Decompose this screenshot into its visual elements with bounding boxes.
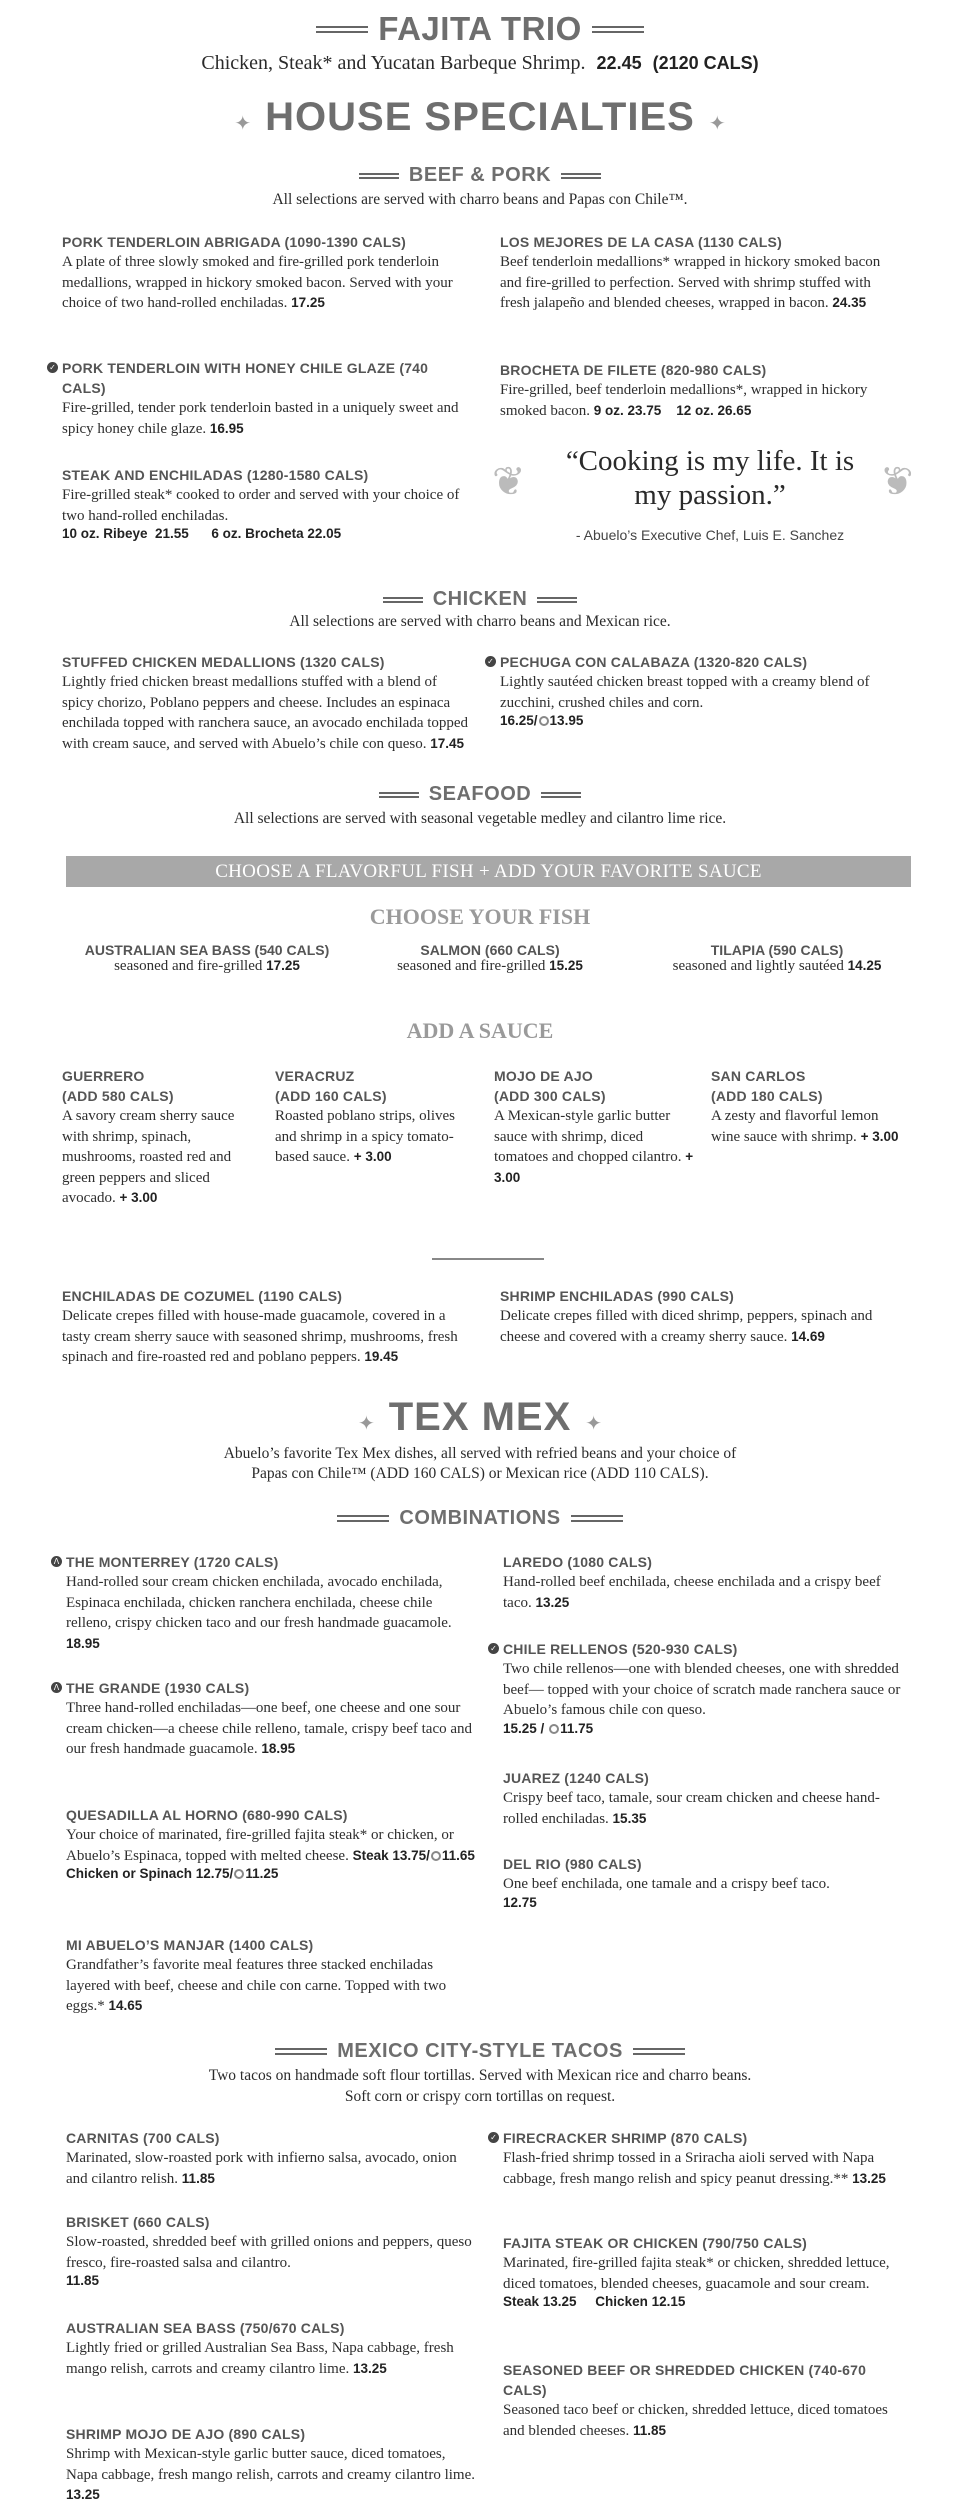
fajita-trio-cals: (2120 CALS) <box>652 53 759 73</box>
double-rule-decoration <box>275 2048 327 2055</box>
item-description: Shrimp with Mexican-style garlic butter sauce, diced tomatoes, Napa cabbage, fresh mango relish, carrots and creamy cilantro lime. <box>66 2446 475 2483</box>
sauce-cals: (ADD 160 CALS) <box>275 1088 387 1104</box>
item-price: 9 oz. 23.75 12 oz. 26.65 <box>593 402 752 418</box>
item-price-lighter: 11.25 <box>245 1866 279 1881</box>
flourish-left-icon: ❦ <box>492 459 526 504</box>
lighter-portion-icon <box>549 1724 559 1734</box>
choose-fish-title: CHOOSE YOUR FISH <box>369 904 591 929</box>
item-price-lighter: 13.95 <box>549 713 584 728</box>
tex-mex-title: TEX MEX <box>388 1395 572 1439</box>
menu-item <box>66 2212 476 2288</box>
fajita-trio-header <box>0 10 960 48</box>
double-rule-decoration <box>383 597 423 603</box>
sparkle-icon: ✦ <box>585 1413 603 1435</box>
item-description: A plate of three slowly smoked and fire-grilled pork tenderloin medallions, wrapped in hickory smoked bacon. Served with your choice of two hand-rolled enchiladas. <box>62 254 453 311</box>
chicken-header <box>0 588 960 611</box>
item-price: 18.95 <box>261 1741 296 1756</box>
item-name: QUESADILLA AL HORNO (680-990 CALS) <box>66 1807 348 1823</box>
item-price: 16.25/ <box>500 713 538 728</box>
fish-description: seasoned and fire-grilled <box>114 958 263 974</box>
item-name: PECHUGA CON CALABAZA (1320-820 CALS) <box>500 654 808 670</box>
item-description: Two chile rellenos—one with blended cheeses, one with shredded beef— topped with your choice of scratch made ranchera sauce or Abuelo’s famous chile con queso. <box>503 1661 901 1718</box>
item-name: THE MONTERREY (1720 CALS) <box>66 1554 279 1570</box>
item-name: BRISKET (660 CALS) <box>66 2214 210 2230</box>
double-rule-decoration <box>592 26 644 33</box>
sparkle-icon: ✦ <box>357 1413 375 1435</box>
sparkle-icon: ✦ <box>708 113 726 135</box>
item-price: 11.85 <box>66 2273 100 2288</box>
menu-item <box>66 2128 476 2189</box>
double-rule-decoration <box>561 173 601 179</box>
menu-item <box>49 358 472 439</box>
item-price: 17.25 <box>291 295 325 310</box>
beef-pork-title: BEEF & PORK <box>408 164 552 186</box>
fish-sauce-banner: CHOOSE A FLAVORFUL FISH + ADD YOUR FAVORITE SAUCE <box>66 856 911 887</box>
menu-item <box>62 652 472 754</box>
double-rule-decoration <box>633 2048 685 2055</box>
sauce-name: GUERRERO <box>62 1068 145 1084</box>
fajita-trio-description: Chicken, Steak* and Yucatan Barbeque Shrimp. <box>201 52 586 74</box>
item-price: 19.45 <box>364 1349 399 1364</box>
item-name: BROCHETA DE FILETE (820-980 CALS) <box>500 362 767 378</box>
sauce-option <box>62 1066 240 1209</box>
menu-item <box>62 232 472 314</box>
item-description: Delicate crepes filled with diced shrimp, peppers, spinach and cheese and covered with a creamy sherry sauce. <box>500 1308 873 1345</box>
item-price: 14.69 <box>791 1328 825 1344</box>
item-name: FIRECRACKER SHRIMP (870 CALS) <box>503 2130 748 2146</box>
sauce-option <box>494 1066 694 1188</box>
item-name: JUAREZ (1240 CALS) <box>503 1770 649 1786</box>
item-description: Lightly fried or grilled Australian Sea Bass, Napa cabbage, fresh mango relish, carrots and creamy cilantro lime. <box>66 2340 454 2377</box>
item-name: PORK TENDERLOIN ABRIGADA (1090-1390 CALS) <box>62 234 406 250</box>
chicken-note: All selections are served with charro beans and Mexican rice. <box>289 613 671 630</box>
item-price-lighter: 11.65 <box>441 1847 475 1863</box>
divider <box>432 1258 544 1260</box>
item-price: 18.95 <box>66 1635 100 1651</box>
menu-item <box>500 232 900 314</box>
item-price: 16.95 <box>209 420 244 436</box>
check-icon: ✓ <box>488 2132 499 2143</box>
a-icon: Λ <box>51 1682 62 1693</box>
sauce-price: + 3.00 <box>860 1128 899 1144</box>
menu-item <box>66 1935 476 2017</box>
item-price: 13.25 <box>66 2487 100 2502</box>
menu-item <box>503 1854 903 1910</box>
double-rule-decoration <box>379 792 419 798</box>
lighter-portion-icon <box>539 716 549 726</box>
tex-mex-note-2: Papas con Chile™ (ADD 160 CALS) or Mexican rice (ADD 110 CALS). <box>251 1465 709 1482</box>
menu-item <box>503 1768 903 1829</box>
item-price: 15.25 / <box>503 1720 545 1736</box>
item-description: Fire-grilled, beef tenderloin medallions*, wrapped in hickory smoked bacon. <box>500 382 868 419</box>
item-name: CARNITAS (700 CALS) <box>66 2130 220 2146</box>
fajita-trio-line <box>0 52 960 75</box>
sauce-description: A savory cream sherry sauce with shrimp, spinach, mushrooms, roasted red and green peppers and sliced avocado. <box>62 1108 235 1206</box>
menu-item <box>62 1286 472 1368</box>
item-description: Flash-fried shrimp tossed in a Sriracha aioli served with Napa cabbage, fresh mango relish and spicy peanut dressing.** <box>503 2150 875 2187</box>
double-rule-decoration <box>571 1515 623 1522</box>
fish-price: 14.25 <box>847 958 882 973</box>
item-description: Hand-rolled sour cream chicken enchilada, avocado enchilada, Espinaca enchilada, chicken ranchera enchilada, cheese chile relleno, crispy chicken taco and our fresh handmade guacamole. <box>66 1574 452 1631</box>
item-name: MI ABUELO’S MANJAR (1400 CALS) <box>66 1937 314 1953</box>
tacos-note-2: Soft corn or crispy corn tortillas on request. <box>344 2088 616 2105</box>
item-name: LOS MEJORES DE LA CASA (1130 CALS) <box>500 234 782 250</box>
menu-item <box>500 360 900 421</box>
item-name: DEL RIO (980 CALS) <box>503 1856 642 1872</box>
combinations-header <box>0 1507 960 1530</box>
item-price: 12.75 <box>503 1894 537 1910</box>
fish-name: AUSTRALIAN SEA BASS (540 CALS) <box>84 942 330 958</box>
item-price: 24.35 <box>832 295 867 310</box>
item-description: Hand-rolled beef enchilada, cheese enchilada and a crispy beef taco. <box>503 1574 881 1611</box>
flourish-right-icon: ❦ <box>880 459 914 504</box>
menu-item <box>66 2424 476 2506</box>
item-description: Marinated, fire-grilled fajita steak* or chicken, shredded lettuce, diced tomatoes, blended cheeses, guacamole and sour cream. <box>503 2255 890 2292</box>
check-icon: ✓ <box>485 656 496 667</box>
item-description: Delicate crepes filled with house-made guacamole, covered in a tasty cream sherry sauce with seasoned shrimp, mushrooms, fresh spinach and fire-roasted red and poblano peppers. <box>62 1308 458 1365</box>
sauce-description: A zesty and flavorful lemon wine sauce with shrimp. <box>711 1108 879 1145</box>
beef-pork-header <box>0 164 960 187</box>
item-price: 17.45 <box>430 735 465 751</box>
item-description: Crispy beef taco, tamale, sour cream chicken and cheese hand-rolled enchiladas. <box>503 1790 880 1827</box>
item-name: SEASONED BEEF OR SHREDDED CHICKEN (740-670 CALS) <box>503 2362 867 2398</box>
item-description: Grandfather’s favorite meal features three stacked enchiladas layered with beef, cheese and chile con carne. Topped with two eggs.* <box>66 1957 447 2014</box>
item-price: 14.65 <box>108 1998 143 2013</box>
item-price: 13.25 <box>352 2360 387 2376</box>
tacos-header <box>0 2040 960 2063</box>
tex-mex-note-1: Abuelo’s favorite Tex Mex dishes, all served with refried beans and your choice of <box>223 1445 737 1462</box>
menu-item <box>490 1639 908 1736</box>
item-name: THE GRANDE (1930 CALS) <box>66 1680 250 1696</box>
sauce-cals: (ADD 180 CALS) <box>711 1088 823 1104</box>
item-name: LAREDO (1080 CALS) <box>503 1554 653 1570</box>
double-rule-decoration <box>337 1515 389 1522</box>
fish-price: 15.25 <box>549 958 583 973</box>
item-description: Beef tenderloin medallions* wrapped in hickory smoked bacon and fire-grilled to perfection. Served with shrimp stuffed with fresh jalapeño and blended cheeses, wrapped in bacon. <box>500 254 881 311</box>
item-description: Your choice of marinated, fire-grilled fajita steak* or chicken, or Abuelo’s Espinaca, topped with melted cheese. <box>66 1827 454 1864</box>
sauce-option <box>275 1066 475 1168</box>
tex-mex-header <box>0 1395 960 1440</box>
fish-price: 17.25 <box>266 958 300 973</box>
item-price: 10 oz. Ribeye 21.55 6 oz. Brocheta 22.05 <box>62 526 342 541</box>
item-description: Three hand-rolled enchiladas—one beef, one cheese and one sour cream chicken—a cheese chile relleno, tamale, crispy beef taco and our fresh handmade guacamole. <box>66 1700 473 1757</box>
item-name: CHILE RELLENOS (520-930 CALS) <box>503 1641 738 1657</box>
house-specialties-header <box>0 95 960 140</box>
fish-option <box>370 942 610 975</box>
sauce-description: Roasted poblano strips, olives and shrimp in a spicy tomato-based sauce. <box>275 1108 455 1165</box>
item-price: Chicken or Spinach 12.75/ <box>66 1866 234 1881</box>
chef-quote: “Cooking is my life. It is my passion.” <box>565 445 855 511</box>
item-name: STEAK AND ENCHILADAS (1280-1580 CALS) <box>62 467 369 483</box>
double-rule-decoration <box>541 792 581 798</box>
sauce-price: + 3.00 <box>119 1190 158 1205</box>
seafood-title: SEAFOOD <box>428 783 532 805</box>
lighter-portion-icon <box>431 1851 441 1861</box>
item-price: 11.85 <box>632 2422 666 2438</box>
item-price: 13.25 <box>535 1594 570 1610</box>
tacos-title: MEXICO CITY-STYLE TACOS <box>337 2040 623 2062</box>
menu-item <box>500 1286 905 1347</box>
item-price: 15.35 <box>612 1810 647 1826</box>
item-price: 13.25 <box>852 2170 886 2186</box>
double-rule-decoration <box>316 26 368 33</box>
item-price: Steak 13.75/ <box>352 1847 430 1863</box>
fajita-trio-price: 22.45 <box>596 53 642 73</box>
menu-item <box>503 2360 903 2441</box>
item-name: SHRIMP MOJO DE AJO (890 CALS) <box>66 2426 306 2442</box>
add-sauce-title: ADD A SAUCE <box>406 1018 554 1043</box>
check-icon: ✓ <box>47 362 58 373</box>
sauce-cals: (ADD 300 CALS) <box>494 1088 606 1104</box>
combinations-title: COMBINATIONS <box>399 1507 561 1529</box>
item-price: 11.85 <box>181 2170 215 2186</box>
item-description: Fire-grilled steak* cooked to order and served with your choice of two hand-rolled enchiladas. <box>62 487 460 524</box>
item-description: Lightly fried chicken breast medallions stuffed with a blend of spicy chorizo, Poblano peppers and cheese. Includes an espinaca enchilada topped with ranchera sauce, an avocado enchilada topped with cream sauce, and served with Abuelo’s chile con queso. <box>62 674 469 752</box>
tacos-note-1: Two tacos on handmade soft flour tortillas. Served with Mexican rice and charro beans. <box>208 2067 752 2084</box>
lighter-portion-icon <box>234 1869 244 1879</box>
seafood-note: All selections are served with seasonal vegetable medley and cilantro lime rice. <box>233 810 727 827</box>
sauce-name: MOJO DE AJO <box>494 1068 593 1084</box>
fish-option <box>632 942 922 975</box>
item-name: SHRIMP ENCHILADAS (990 CALS) <box>500 1288 735 1304</box>
fish-description: seasoned and lightly sautéed <box>672 958 844 974</box>
item-price: Steak 13.25 Chicken 12.15 <box>503 2294 686 2309</box>
fish-name: SALMON (660 CALS) <box>420 942 560 958</box>
sauce-name: SAN CARLOS <box>711 1068 806 1084</box>
menu-item <box>66 2318 476 2379</box>
item-description: Slow-roasted, shredded beef with grilled onions and peppers, queso fresco, fire-roasted salsa and cilantro. <box>66 2234 472 2271</box>
chef-quote-attribution: - Abuelo’s Executive Chef, Luis E. Sanchez <box>575 527 845 543</box>
fish-option <box>62 942 352 975</box>
check-icon: ✓ <box>488 1643 499 1654</box>
sauce-description: A Mexican-style garlic butter sauce with shrimp, diced tomatoes and chopped cilantro. <box>494 1108 682 1165</box>
double-rule-decoration <box>359 173 399 179</box>
item-name: AUSTRALIAN SEA BASS (750/670 CALS) <box>66 2320 345 2336</box>
menu-item <box>487 652 900 728</box>
fajita-trio-title: FAJITA TRIO <box>378 10 582 47</box>
seafood-header <box>0 783 960 806</box>
menu-item <box>490 2128 903 2189</box>
item-name: PORK TENDERLOIN WITH HONEY CHILE GLAZE (740 CALS) <box>62 360 429 396</box>
sparkle-icon: ✦ <box>234 113 252 135</box>
house-specialties-title: HOUSE SPECIALTIES <box>265 95 695 139</box>
item-description: Lightly sautéed chicken breast topped with a creamy blend of zucchini, crushed chiles and corn. <box>500 674 870 711</box>
fish-description: seasoned and fire-grilled <box>397 958 546 974</box>
sauce-option <box>711 1066 901 1147</box>
item-description: Seasoned taco beef or chicken, shredded lettuce, diced tomatoes and blended cheeses. <box>503 2402 888 2439</box>
item-description: One beef enchilada, one tamale and a crispy beef taco. <box>503 1876 830 1892</box>
fish-name: TILAPIA (590 CALS) <box>710 942 844 958</box>
sauce-cals: (ADD 580 CALS) <box>62 1088 174 1104</box>
item-name: STUFFED CHICKEN MEDALLIONS (1320 CALS) <box>62 654 385 670</box>
sauce-price: + 3.00 <box>494 1149 694 1185</box>
item-description: Fire-grilled, tender pork tenderloin basted in a uniquely sweet and spicy honey chile glaze. <box>62 400 459 437</box>
chicken-title: CHICKEN <box>432 588 528 610</box>
menu-item <box>66 1805 476 1881</box>
menu-item <box>53 1678 476 1760</box>
beef-pork-note: All selections are served with charro beans and Papas con Chile™. <box>272 191 688 208</box>
menu-item <box>503 2233 903 2309</box>
a-icon: Λ <box>51 1556 62 1567</box>
menu-item <box>503 1552 903 1613</box>
sauce-name: VERACRUZ <box>275 1068 355 1084</box>
menu-item <box>53 1552 476 1654</box>
item-name: ENCHILADAS DE COZUMEL (1190 CALS) <box>62 1288 343 1304</box>
double-rule-decoration <box>537 597 577 603</box>
item-price-lighter: 11.75 <box>560 1720 594 1736</box>
item-description: Marinated, slow-roasted pork with infierno salsa, avocado, onion and cilantro relish. <box>66 2150 457 2187</box>
item-name: FAJITA STEAK OR CHICKEN (790/750 CALS) <box>503 2235 807 2251</box>
menu-item <box>62 465 472 541</box>
sauce-price: + 3.00 <box>353 1149 392 1164</box>
